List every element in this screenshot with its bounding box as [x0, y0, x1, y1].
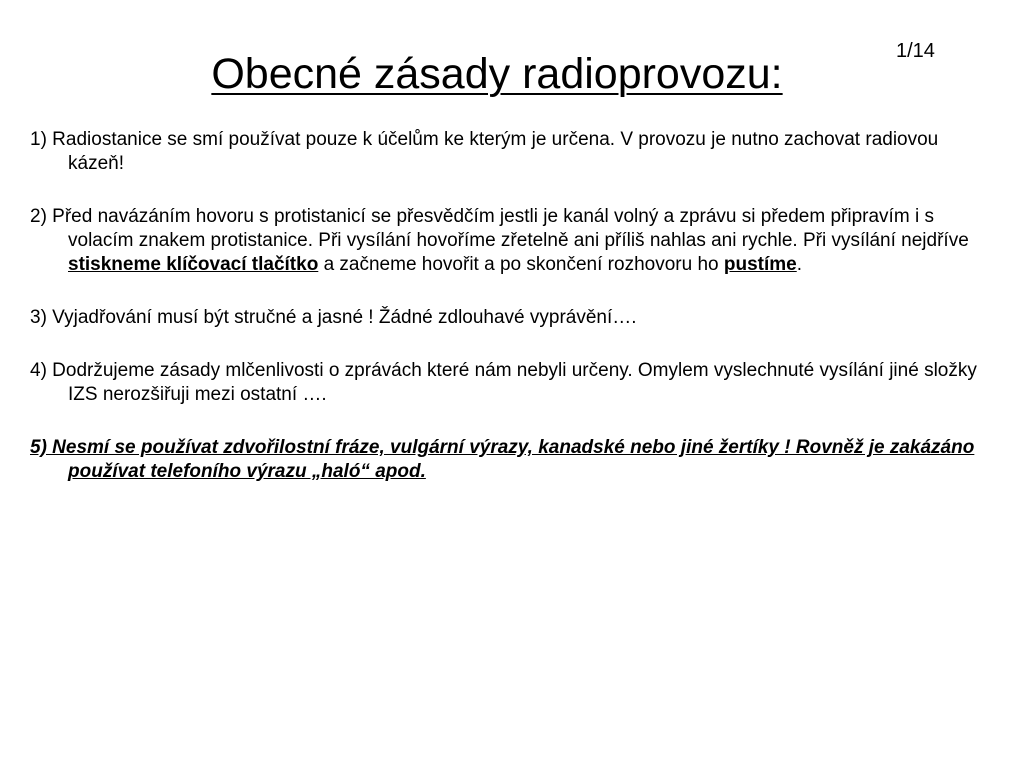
- rule-1: 1) Radiostanice se smí používat pouze k účelům ke kterým je určena. V provozu je nutno zachovat radiovou kázeň!: [30, 129, 939, 174]
- rule-2-text-part-2: a začneme hovořit a po skončení rozhovoru ho: [318, 254, 724, 275]
- rules-list: [30, 128, 990, 513]
- rule-2-emphasis-press-key: stiskneme klíčovací tlačítko: [68, 254, 319, 275]
- rule-2-text-part-1: 2) Před navázáním hovoru s protistanicí se přesvědčím jestli je kanál volný a zprávu si předem připravím i s volacím znakem protistanice. Při vysílání hovoříme zřetelně ani příliš nahlas ani rychle. Při vysílání nejdříve: [30, 206, 969, 251]
- rule-3: 3) Vyjadřování musí být stručné a jasné ! Žádné zdlouhavé vyprávění….: [30, 307, 637, 328]
- rule-5-warning: 5) Nesmí se používat zdvořilostní fráze, vulgární výrazy, kanadské nebo jiné žertíky ! Rovněž je zakázáno používat telefoního výrazu „haló“ apod.: [30, 437, 975, 482]
- slide-title: Obecné zásady radioprovozu:: [211, 50, 783, 98]
- rule-2-emphasis-release: pustíme: [723, 254, 797, 275]
- rule-2: [30, 205, 990, 277]
- page-number: 1/14: [896, 40, 935, 62]
- rule-2-text-part-3: .: [796, 254, 803, 275]
- rule-4: 4) Dodržujeme zásady mlčenlivosti o zprávách které nám nebyli určeny. Omylem vyslechnuté vysílání jiné složky IZS nerozšiřuji mezi ostatní ….: [30, 360, 977, 405]
